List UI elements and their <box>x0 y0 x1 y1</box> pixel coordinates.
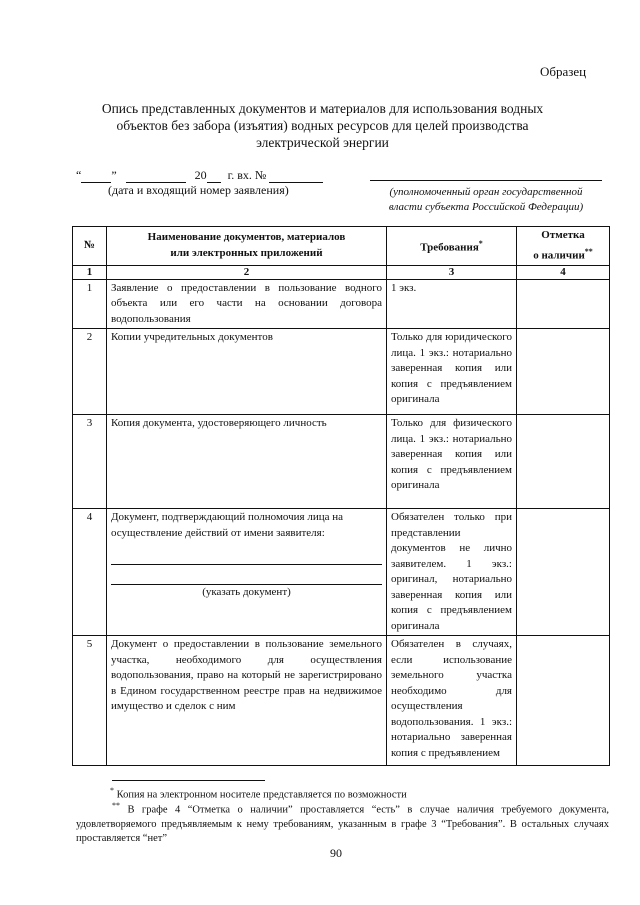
presence-mark-cell[interactable] <box>517 636 610 766</box>
column-number: 1 <box>73 265 107 279</box>
sample-label: Образец <box>540 64 587 79</box>
header-mark-line <box>521 244 605 264</box>
quote-close: ” <box>111 168 117 182</box>
column-number-row <box>73 265 610 279</box>
document-name-cell <box>107 509 387 636</box>
document-name: Документ, подтверждающий полномочия лица на осуществление действий от имени заявителя: <box>111 511 344 539</box>
presence-mark-cell[interactable] <box>517 279 610 329</box>
number-blank <box>269 170 323 183</box>
header-name-line: Наименование документов, материалов <box>147 231 346 244</box>
footnote-mark: ** <box>112 801 120 810</box>
document-requirements: Обязателен только при представлении документов не лично заявителем. 1 экз.: оригинал, нотариально заверенная копия или копия с предъявлением оригинала <box>387 509 517 636</box>
document-name: Копия документа, удостоверяющего личность <box>107 415 387 509</box>
document-name-hint: (указать документ) <box>202 586 291 599</box>
presence-mark-cell[interactable] <box>517 329 610 415</box>
date-caption: (дата и входящий номер заявления) <box>108 183 289 197</box>
footnote-text: Копия на электронном носителе представляется по возможности <box>116 789 407 801</box>
header-mark-line: Отметка <box>541 229 585 241</box>
month-blank <box>126 170 186 183</box>
quote-open: “ <box>76 168 82 182</box>
document-requirements: Обязателен в случаях, если использование земельного участка необходимо для осуществления водопользования. 1 экз.: нотариально заверенная копия с предъявлением <box>387 636 517 766</box>
page-number: 90 <box>330 846 342 860</box>
row-number: 1 <box>73 279 107 329</box>
header-requirements <box>387 227 517 266</box>
header-num: № <box>73 227 107 266</box>
table-row <box>73 636 610 766</box>
document-requirements: 1 экз. <box>387 279 517 329</box>
incoming-number-label: г. вх. № <box>227 168 267 182</box>
documents-table <box>72 226 610 766</box>
footnote-text: В графе 4 “Отметка о наличии” проставляется “есть” в случае наличия требуемого документа, удовлетворяемого предъявляемым к нему требованиям, указанным в графе 3 “Требования”. В остальных случаях проставляется “нет” <box>76 804 609 844</box>
row-number: 4 <box>73 509 107 636</box>
presence-mark-cell[interactable] <box>517 415 610 509</box>
table-row <box>73 329 610 415</box>
document-name: Документ о предоставлении в пользование земельного участка, необходимого для осуществления водопользования, право на который не зарегистрировано в Едином государственном реестре прав на недвижимое имущество и сделок с ним <box>107 636 387 766</box>
footnote-ref: * <box>478 238 483 248</box>
table-row <box>73 415 610 509</box>
header-requirements-label: Требования <box>420 241 479 254</box>
title-line: объектов без забора (изъятия) водных ресурсов для целей производства <box>116 118 529 133</box>
table-row <box>73 509 610 636</box>
header-mark <box>517 227 610 266</box>
header-name-line: или электронных приложений <box>170 246 323 259</box>
header-mark-label: о наличии <box>533 249 585 262</box>
column-number: 2 <box>107 265 387 279</box>
column-number: 4 <box>517 265 610 279</box>
title-line: электрической энергии <box>256 135 389 150</box>
document-name: Заявление о предоставлении в пользование водного объекта или его части на основании договора водопользования <box>107 279 387 329</box>
document-blank-line[interactable] <box>111 567 382 585</box>
authority-line: власти субъекта Российской Федерации) <box>388 201 584 213</box>
row-number: 2 <box>73 329 107 415</box>
title-line: Опись представленных документов и материалов для использования водных <box>101 101 544 116</box>
footnote-mark: * <box>110 786 114 795</box>
document-blank-line[interactable] <box>111 547 382 565</box>
presence-mark-cell[interactable] <box>517 509 610 636</box>
row-number: 5 <box>73 636 107 766</box>
document-requirements: Только для физического лица. 1 экз.: нотариально заверенная копия или копия с предъявлением оригинала <box>387 415 517 509</box>
document-requirements: Только для юридического лица. 1 экз.: нотариально заверенная копия или копия с предъявлением оригинала <box>387 329 517 415</box>
authority-blank <box>370 180 602 181</box>
table-header-row <box>73 227 610 266</box>
authority-line: (уполномоченный орган государственной <box>389 186 583 198</box>
document-title <box>70 100 575 151</box>
footnote-ref: ** <box>584 246 593 256</box>
date-line <box>76 168 323 183</box>
authority-caption <box>367 185 605 215</box>
header-name <box>107 227 387 266</box>
footnote-divider <box>112 780 265 781</box>
row-number: 3 <box>73 415 107 509</box>
day-blank <box>81 170 111 183</box>
column-number: 3 <box>387 265 517 279</box>
year-blank <box>207 170 221 183</box>
year-prefix: 20 <box>194 168 207 182</box>
table-row <box>73 279 610 329</box>
document-name: Копии учредительных документов <box>107 329 387 415</box>
footnote-2 <box>76 799 609 846</box>
